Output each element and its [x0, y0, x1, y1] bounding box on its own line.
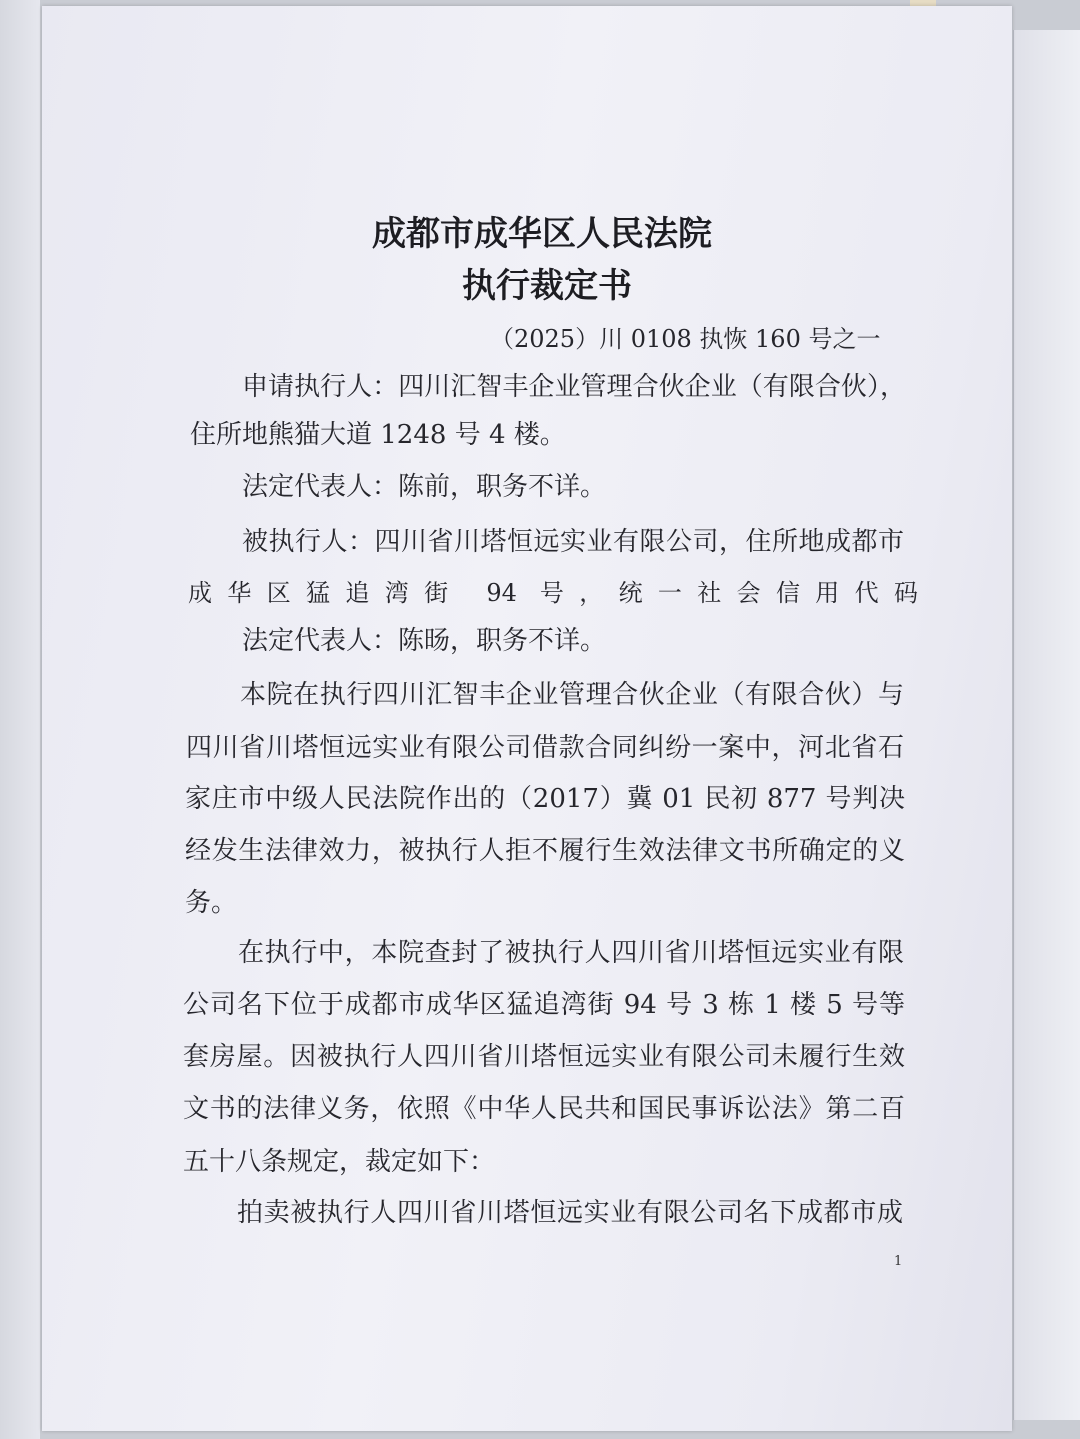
adjacent-paper-right — [1013, 30, 1080, 1420]
page-number: 1 — [894, 1254, 903, 1269]
text-line: 四川省川塔恒远实业有限公司借款合同纠纷一案中，河北省石 — [186, 733, 904, 763]
text-line: 本院在执行四川汇智丰企业管理合伙企业（有限合伙）与 — [240, 680, 904, 710]
text-line: 法定代表人：陈旸，职务不详。 — [242, 626, 607, 656]
text-line: 文书的法律义务，依照《中华人民共和国民事诉讼法》第二百 — [183, 1094, 905, 1124]
text-line: 在执行中，本院查封了被执行人四川省川塔恒远实业有限 — [238, 938, 904, 968]
text-line: 家庄市中级人民法院作出的（2017）冀 01 民初 877 号判决 — [185, 784, 905, 814]
case-number: （2025）川 0108 执恢 160 号之一 — [490, 325, 881, 353]
text-line: 五十八条规定，裁定如下： — [183, 1147, 496, 1177]
text-line: 经发生法律效力，被执行人拒不履行生效法律文书所确定的义 — [185, 836, 905, 866]
text-line: 公司名下位于成都市成华区猛追湾街 94 号 3 栋 1 楼 5 号等 — [183, 990, 905, 1020]
text-line: 法定代表人：陈前，职务不详。 — [242, 472, 607, 502]
adjacent-paper-left — [0, 0, 40, 1439]
text-line: 被执行人：四川省川塔恒远实业有限公司，住所地成都市 — [242, 527, 904, 557]
text-line: 套房屋。因被执行人四川省川塔恒远实业有限公司未履行生效 — [183, 1042, 905, 1072]
text-line: 拍卖被执行人四川省川塔恒远实业有限公司名下成都市成 — [237, 1198, 903, 1228]
text-line: 住所地熊猫大道 1248 号 4 楼。 — [190, 420, 566, 450]
text-line: 申请执行人：四川汇智丰企业管理合伙企业（有限合伙）， — [242, 372, 906, 402]
document-type-title: 执行裁定书 — [462, 266, 632, 306]
text-line: 务。 — [185, 888, 238, 918]
court-name-title: 成都市成华区人民法院 — [372, 214, 712, 254]
text-line: 成华区猛追湾街 94 号，统一社会信用代码 — [188, 579, 918, 607]
